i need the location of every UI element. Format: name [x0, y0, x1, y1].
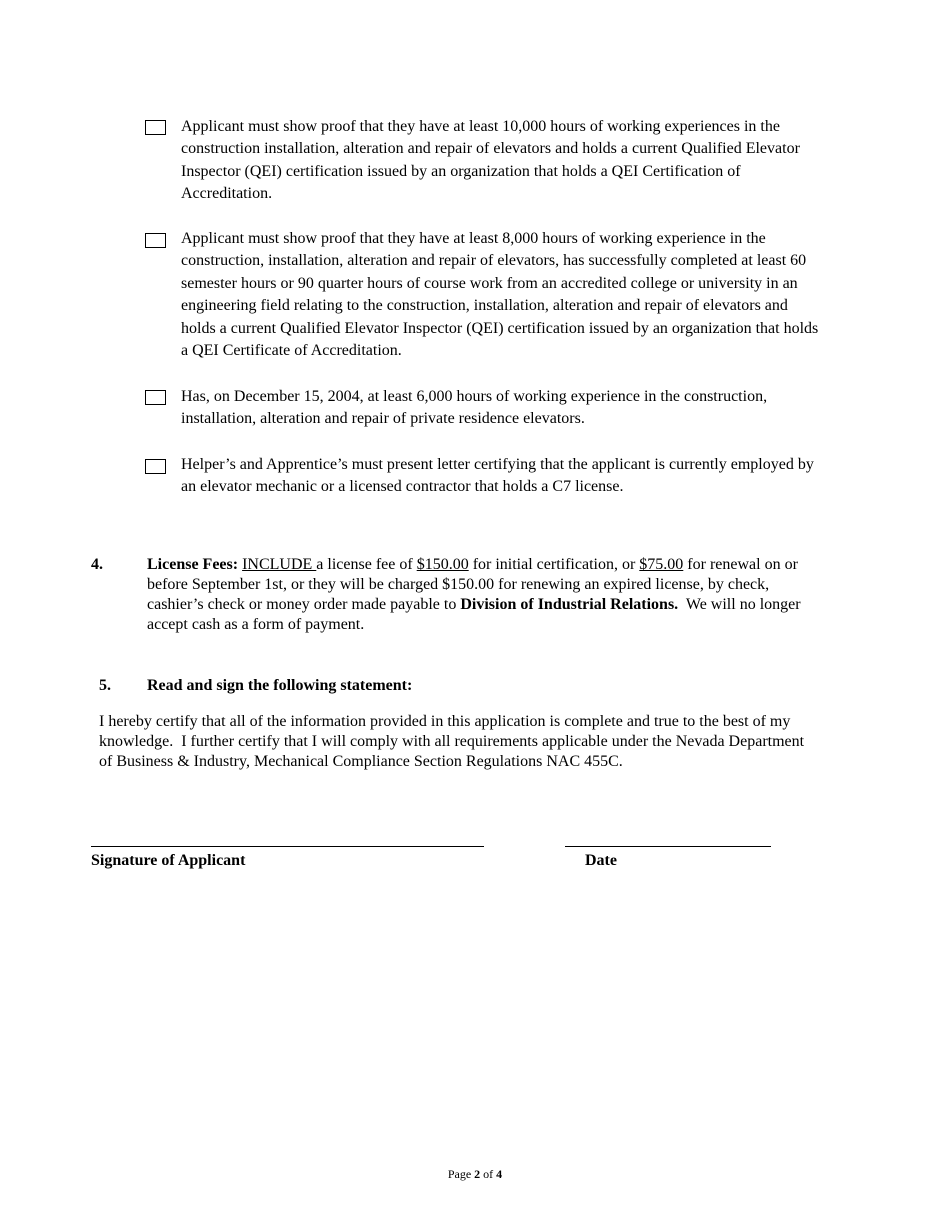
statement-heading: [99, 676, 412, 696]
requirement-item: [145, 116, 825, 206]
requirement-text: Applicant must show proof that they have at least 10,000 hours of working experiences in the construction installation, alteration and repair of elevators and holds a current Qualified Elevator Inspector (QEI) certification issued by an organization that holds a QEI Certification of Accreditation.: [181, 118, 800, 203]
requirement-text: Applicant must show proof that they have at least 8,000 hours of working experience in the construction, installation, alteration and repair of elevators, has successfully completed at least 60 semester hours or 90 quarter hours of course work from an accredited college or university in an engineering field relating to the construction, installation, alteration and repair of elevators and holds a current Qualified Elevator Inspector (QEI) certification issued by an organization that holds a QEI Certificate of Accreditation.: [181, 230, 819, 360]
fee-text: for initial certification, or: [468, 556, 640, 573]
payee-name: Division of Industrial Relations.: [460, 596, 679, 613]
signature-line[interactable]: [91, 846, 484, 847]
initial-fee: $150.00: [416, 556, 469, 573]
page-footer: [0, 1166, 950, 1182]
fee-text: We will no longer accept cash as a form of payment.: [147, 596, 805, 633]
section-number: 4.: [91, 556, 103, 573]
signature-label: Signature of Applicant: [91, 852, 246, 869]
include-text: INCLUDE: [242, 556, 317, 573]
requirement-checkbox[interactable]: [145, 120, 166, 135]
current-page-number: 2: [474, 1167, 481, 1181]
section-number: 5.: [99, 677, 111, 694]
total-page-number: 4: [496, 1167, 503, 1181]
certification-statement: I hereby certify that all of the information provided in this application is complete and true to the best of my knowledge. I further certify that I will comply with all requirements applicable under the Nevada Department of Business & Industry, Mechanical Compliance Section Regulations NAC 455C.: [99, 713, 809, 770]
fee-text: a license fee of: [316, 556, 417, 573]
requirement-checkbox[interactable]: [145, 390, 166, 405]
page-prefix: Page: [447, 1167, 475, 1181]
requirement-checkbox[interactable]: [145, 233, 166, 248]
page-separator: of: [480, 1167, 497, 1181]
license-fees-text: [147, 555, 821, 635]
fee-text: for renewal on or before September 1st, or they will be charged $150.00 for renewing an expired license, by check, cashier’s check or money order made payable to: [147, 556, 798, 613]
license-fees-label: License Fees:: [147, 556, 239, 573]
statement-heading-text: Read and sign the following statement:: [147, 677, 413, 694]
requirement-item: [145, 454, 825, 499]
requirement-checkbox[interactable]: [145, 459, 166, 474]
date-line[interactable]: [565, 846, 771, 847]
requirement-item: [145, 228, 825, 362]
requirement-text: Helper’s and Apprentice’s must present letter certifying that the applicant is currently employed by an elevator mechanic or a licensed contractor that holds a C7 license.: [181, 456, 814, 496]
requirement-item: [145, 386, 825, 431]
license-fees-section: [91, 555, 821, 635]
renewal-fee: $75.00: [639, 556, 684, 573]
requirement-text: Has, on December 15, 2004, at least 6,000 hours of working experience in the construction, installation, alteration and repair of private residence elevators.: [181, 388, 768, 428]
date-label: Date: [585, 852, 617, 869]
